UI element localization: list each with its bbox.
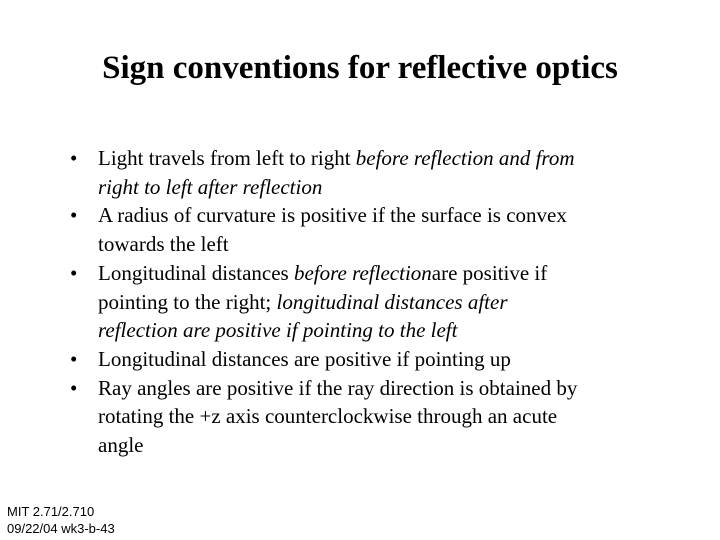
bullet-text — [98, 201, 690, 258]
bullet-list — [70, 144, 690, 460]
footer — [7, 503, 115, 537]
bullet-text-segment: are positive if pointing to the right; — [98, 260, 548, 314]
bullet-text — [98, 259, 690, 345]
bullet-text-segment: Light travels from left to right — [98, 146, 356, 170]
bullet-item — [70, 374, 690, 460]
bullet-marker: • — [70, 203, 78, 228]
footer-course: MIT 2.71/2.710 — [7, 504, 95, 519]
bullet-marker: • — [70, 260, 78, 285]
slide-title: Sign conventions for reflective optics — [102, 50, 618, 86]
bullet-text — [98, 345, 690, 374]
bullet-marker: • — [70, 346, 78, 371]
bullet-item — [70, 201, 690, 258]
bullet-text-italic: before reflection and from right to left after reflection — [98, 146, 575, 199]
bullet-text-italic: before reflection — [293, 260, 432, 285]
bullet-text — [98, 374, 690, 460]
bullet-item — [70, 259, 690, 345]
bullet-text-italic: longitudinal distances after reflection are positive if pointing to the left — [98, 289, 508, 343]
bullet-text — [98, 144, 690, 201]
footer-slide-ref: 09/22/04 wk3-b-43 — [7, 521, 115, 536]
bullet-item — [70, 345, 690, 374]
bullet-text-segment: Ray angles are positive if the ray direction is obtained by rotating the +z axis counterclockwise through an acute angle — [98, 375, 578, 458]
bullet-text-segment: Longitudinal distances — [98, 260, 294, 285]
bullet-marker: • — [70, 146, 78, 170]
bullet-marker: • — [70, 375, 78, 400]
bullet-item — [70, 144, 690, 201]
bullet-text-segment: A radius of curvature is positive if the surface is convex towards the left — [98, 203, 567, 257]
bullet-text-segment: Longitudinal distances are positive if pointing up — [98, 346, 511, 371]
